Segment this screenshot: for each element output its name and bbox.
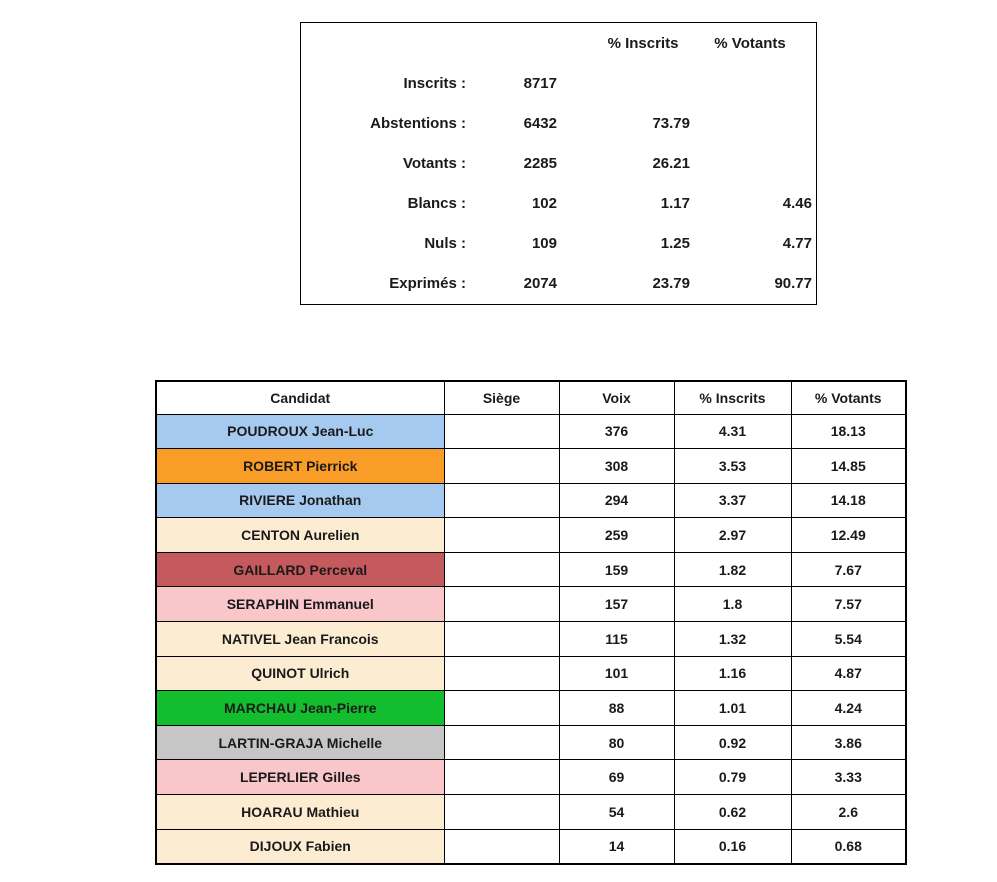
- pct-inscrits-cell: 1.82: [674, 552, 791, 587]
- voix-cell: 88: [559, 691, 674, 726]
- table-row: [156, 587, 906, 622]
- summary-label: Exprimés :: [389, 275, 466, 293]
- candidate-name-cell: SERAPHIN Emmanuel: [156, 587, 444, 622]
- results-header-pct-votants: % Votants: [791, 381, 906, 414]
- pct-votants-cell: 14.85: [791, 449, 906, 484]
- voix-cell: 14: [559, 829, 674, 864]
- siege-cell: [444, 656, 559, 691]
- pct-inscrits-cell: 1.32: [674, 622, 791, 657]
- siege-cell: [444, 414, 559, 449]
- summary-row-blancs: [301, 184, 818, 224]
- table-row: [156, 760, 906, 795]
- summary-label: Votants :: [402, 154, 466, 172]
- candidate-name-cell: MARCHAU Jean-Pierre: [156, 691, 444, 726]
- results-header-siege: Siège: [444, 381, 559, 414]
- summary-row-votants: [301, 143, 818, 183]
- results-header-candidat: Candidat: [156, 381, 444, 414]
- voix-cell: 159: [559, 552, 674, 587]
- summary-header-row: [301, 23, 818, 63]
- pct-votants-cell: 3.86: [791, 725, 906, 760]
- table-row: [156, 449, 906, 484]
- summary-pct-inscrits: 73.79: [652, 114, 690, 132]
- table-row: [156, 795, 906, 830]
- siege-cell: [444, 691, 559, 726]
- summary-header-pct-votants: % Votants: [714, 34, 786, 52]
- siege-cell: [444, 518, 559, 553]
- summary-value: 6432: [523, 114, 557, 132]
- pct-inscrits-cell: 0.62: [674, 795, 791, 830]
- pct-inscrits-cell: 1.16: [674, 656, 791, 691]
- voix-cell: 54: [559, 795, 674, 830]
- summary-label: Blancs :: [407, 195, 466, 213]
- pct-inscrits-cell: 3.53: [674, 449, 791, 484]
- summary-pct-votants: 4.46: [782, 195, 812, 213]
- voix-cell: 376: [559, 414, 674, 449]
- siege-cell: [444, 449, 559, 484]
- pct-votants-cell: 4.24: [791, 691, 906, 726]
- voix-cell: 308: [559, 449, 674, 484]
- table-row: [156, 483, 906, 518]
- summary-pct-inscrits: 1.25: [660, 235, 690, 253]
- siege-cell: [444, 552, 559, 587]
- candidate-name-cell: GAILLARD Perceval: [156, 552, 444, 587]
- pct-votants-cell: 12.49: [791, 518, 906, 553]
- siege-cell: [444, 622, 559, 657]
- pct-votants-cell: 14.18: [791, 483, 906, 518]
- pct-votants-cell: 18.13: [791, 414, 906, 449]
- summary-pct-inscrits: 23.79: [652, 275, 690, 293]
- siege-cell: [444, 483, 559, 518]
- results-header-pct-inscrits: % Inscrits: [674, 381, 791, 414]
- pct-inscrits-cell: 0.79: [674, 760, 791, 795]
- pct-votants-cell: 5.54: [791, 622, 906, 657]
- voix-cell: 259: [559, 518, 674, 553]
- candidate-name-cell: HOARAU Mathieu: [156, 795, 444, 830]
- candidate-name-cell: DIJOUX Fabien: [156, 829, 444, 864]
- siege-cell: [444, 760, 559, 795]
- table-row: [156, 518, 906, 553]
- pct-votants-cell: 3.33: [791, 760, 906, 795]
- summary-pct-votants: 4.77: [782, 235, 812, 253]
- siege-cell: [444, 795, 559, 830]
- summary-value: 109: [531, 235, 557, 253]
- table-row: [156, 691, 906, 726]
- summary-value: 102: [531, 195, 557, 213]
- voix-cell: 80: [559, 725, 674, 760]
- pct-votants-cell: 2.6: [791, 795, 906, 830]
- summary-label: Nuls :: [424, 235, 466, 253]
- results-header-voix: Voix: [559, 381, 674, 414]
- candidate-name-cell: LEPERLIER Gilles: [156, 760, 444, 795]
- table-row: [156, 552, 906, 587]
- table-row: [156, 622, 906, 657]
- siege-cell: [444, 587, 559, 622]
- summary-row-exprimes: [301, 264, 818, 304]
- summary-pct-votants: [696, 103, 818, 143]
- pct-inscrits-cell: 0.16: [674, 829, 791, 864]
- vote-summary-box: [300, 22, 817, 305]
- voix-cell: 294: [559, 483, 674, 518]
- voix-cell: 115: [559, 622, 674, 657]
- siege-cell: [444, 829, 559, 864]
- summary-pct-votants: [696, 143, 818, 183]
- pct-inscrits-cell: 1.01: [674, 691, 791, 726]
- table-row: [156, 829, 906, 864]
- summary-value: 2074: [523, 275, 557, 293]
- summary-row-abstentions: [301, 103, 818, 143]
- candidate-name-cell: ROBERT Pierrick: [156, 449, 444, 484]
- summary-label: Inscrits :: [403, 74, 466, 92]
- pct-inscrits-cell: 3.37: [674, 483, 791, 518]
- summary-row-inscrits: [301, 63, 818, 103]
- voix-cell: 69: [559, 760, 674, 795]
- summary-header-spacer: [301, 23, 468, 63]
- vote-summary-table: [301, 23, 818, 304]
- table-row: [156, 414, 906, 449]
- pct-inscrits-cell: 4.31: [674, 414, 791, 449]
- summary-label: Abstentions :: [370, 114, 466, 132]
- candidate-results-table: [155, 380, 907, 865]
- pct-votants-cell: 4.87: [791, 656, 906, 691]
- siege-cell: [444, 725, 559, 760]
- pct-inscrits-cell: 1.8: [674, 587, 791, 622]
- summary-pct-votants: [696, 63, 818, 103]
- candidate-results-section: [155, 380, 905, 865]
- candidate-name-cell: POUDROUX Jean-Luc: [156, 414, 444, 449]
- table-row: [156, 656, 906, 691]
- summary-value: 8717: [523, 74, 557, 92]
- summary-value: 2285: [523, 154, 557, 172]
- pct-inscrits-cell: 2.97: [674, 518, 791, 553]
- summary-header-pct-inscrits: % Inscrits: [607, 34, 679, 52]
- summary-pct-inscrits: [590, 63, 696, 103]
- summary-header-spacer: [468, 23, 590, 63]
- candidate-name-cell: RIVIERE Jonathan: [156, 483, 444, 518]
- pct-inscrits-cell: 0.92: [674, 725, 791, 760]
- summary-pct-inscrits: 26.21: [652, 154, 690, 172]
- pct-votants-cell: 7.57: [791, 587, 906, 622]
- candidate-name-cell: LARTIN-GRAJA Michelle: [156, 725, 444, 760]
- summary-pct-inscrits: 1.17: [660, 195, 690, 213]
- candidate-name-cell: NATIVEL Jean Francois: [156, 622, 444, 657]
- voix-cell: 157: [559, 587, 674, 622]
- candidate-name-cell: CENTON Aurelien: [156, 518, 444, 553]
- summary-row-nuls: [301, 224, 818, 264]
- pct-votants-cell: 7.67: [791, 552, 906, 587]
- results-header-row: [156, 381, 906, 414]
- candidate-name-cell: QUINOT Ulrich: [156, 656, 444, 691]
- summary-pct-votants: 90.77: [774, 275, 812, 293]
- pct-votants-cell: 0.68: [791, 829, 906, 864]
- table-row: [156, 725, 906, 760]
- voix-cell: 101: [559, 656, 674, 691]
